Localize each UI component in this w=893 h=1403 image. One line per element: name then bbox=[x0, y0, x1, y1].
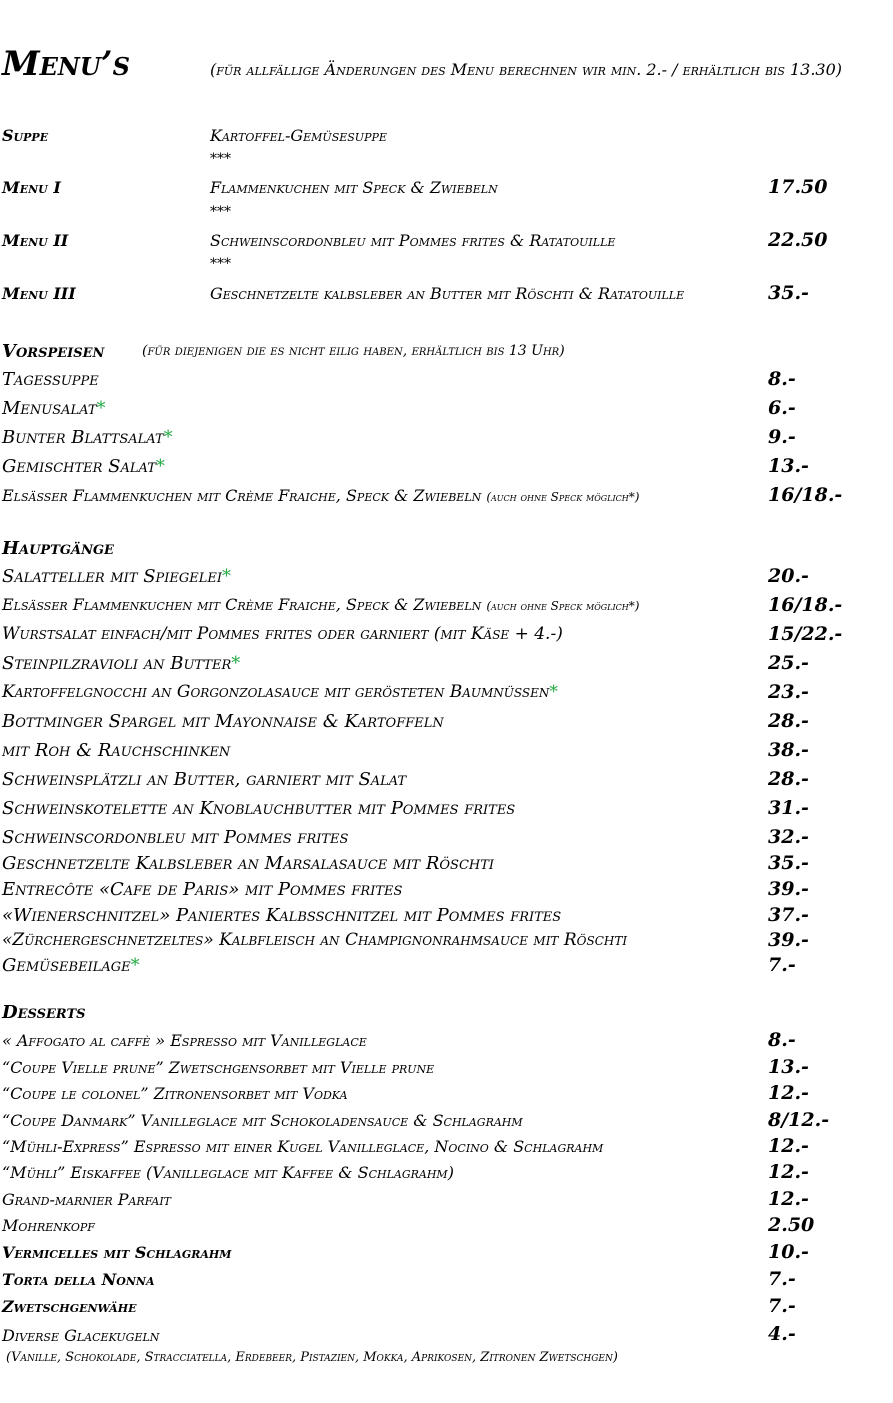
item-name: Entrecôte «Cafe de Paris» mit Pommes frites bbox=[2, 879, 403, 900]
list-item bbox=[2, 827, 348, 848]
menu-dish: Flammenkuchen mit Speck & Zwiebeln bbox=[210, 178, 498, 197]
item-name: Grand-marnier Parfait bbox=[2, 1190, 172, 1209]
menu-separator: *** bbox=[210, 151, 231, 167]
item-price: 38.- bbox=[768, 739, 809, 761]
list-item bbox=[2, 566, 231, 587]
item-price: 35.- bbox=[768, 852, 809, 874]
glace-flavours-note: (Vanille, Schokolade, Stracciatella, Erdebeer, Pistazien, Mokka, Aprikosen, Zitronen Zwetschgen) bbox=[6, 1350, 618, 1365]
item-name: Wurstsalat einfach/mit Pommes frites oder garniert (mit Käse + 4.-) bbox=[2, 624, 563, 644]
list-item bbox=[2, 769, 406, 790]
star-icon: * bbox=[222, 566, 232, 587]
menu-label: Menu I bbox=[2, 178, 61, 197]
item-name: Steinpilzravioli an Butter bbox=[2, 653, 232, 674]
item-name: Gemischter Salat bbox=[2, 456, 156, 477]
menu-separator: *** bbox=[210, 256, 231, 272]
item-name: Vermicelles mit Schlagrahm bbox=[2, 1243, 232, 1262]
item-price: 12.- bbox=[768, 1082, 809, 1104]
item-price: 25.- bbox=[768, 652, 809, 674]
item-price: 15/22.- bbox=[768, 623, 843, 645]
item-price: 20.- bbox=[768, 565, 809, 587]
star-icon: * bbox=[155, 456, 165, 477]
item-name: Tagessuppe bbox=[2, 369, 99, 390]
menu-dish: Kartoffel-Gemüsesuppe bbox=[210, 126, 387, 145]
list-item bbox=[2, 1326, 159, 1345]
item-name: Geschnetzelte Kalbsleber an Marsalasauce mit Röschti bbox=[2, 853, 495, 874]
list-item bbox=[2, 1058, 434, 1077]
item-price: 6.- bbox=[768, 397, 796, 419]
list-item bbox=[2, 1270, 154, 1289]
menu-dish: Schweinscordonbleu mit Pommes frites & Ratatouille bbox=[210, 231, 616, 250]
item-name: Bottminger Spargel mit Mayonnaise & Kartoffeln bbox=[2, 711, 444, 732]
item-name: Zwetschgenwähe bbox=[2, 1297, 137, 1316]
section-title-desserts: Desserts bbox=[2, 1002, 86, 1023]
item-name: Mohrenkopf bbox=[2, 1216, 95, 1235]
item-name: Gemüsebeilage bbox=[2, 955, 131, 976]
item-price: 2.50 bbox=[768, 1214, 815, 1236]
page-title: Menu’s bbox=[2, 44, 130, 84]
list-item bbox=[2, 740, 230, 761]
menu-label: Menu II bbox=[2, 231, 69, 250]
list-item bbox=[2, 427, 173, 448]
item-price: 16/18.- bbox=[768, 594, 843, 616]
item-name: mit Roh & Rauchschinken bbox=[2, 740, 231, 761]
menu-label: Suppe bbox=[2, 126, 49, 145]
list-item bbox=[2, 905, 561, 926]
item-name: Schweinsplätzli an Butter, garniert mit Salat bbox=[2, 769, 407, 790]
item-note: (auch ohne Speck möglich*) bbox=[486, 599, 640, 613]
item-price: 12.- bbox=[768, 1135, 809, 1157]
item-price: 7.- bbox=[768, 1295, 796, 1317]
item-price: 39.- bbox=[768, 878, 809, 900]
list-item bbox=[2, 595, 639, 614]
item-price: 10.- bbox=[768, 1241, 809, 1263]
section-title-vorspeisen: Vorspeisen bbox=[2, 341, 105, 362]
menu-price: 35.- bbox=[768, 282, 809, 304]
item-price: 7.- bbox=[768, 1268, 796, 1290]
list-item bbox=[2, 1031, 367, 1050]
item-name: Torta della Nonna bbox=[2, 1270, 155, 1289]
item-note: (auch ohne Speck möglich*) bbox=[486, 490, 640, 504]
list-item bbox=[2, 1190, 171, 1209]
list-item bbox=[2, 955, 140, 976]
item-price: 12.- bbox=[768, 1161, 809, 1183]
menu-price: 17.50 bbox=[768, 176, 828, 198]
item-price: 28.- bbox=[768, 710, 809, 732]
item-price: 16/18.- bbox=[768, 484, 843, 506]
menu-label: Menu III bbox=[2, 284, 76, 303]
item-price: 4.- bbox=[768, 1323, 796, 1345]
item-name: “Coupe le colonel” Zitronensorbet mit Vodka bbox=[2, 1084, 348, 1103]
list-item bbox=[2, 398, 106, 419]
header-note: (für allfällige Änderungen des Menu berechnen wir min. 2.- / erhältlich bis 13.30) bbox=[210, 60, 843, 79]
item-price: 8/12.- bbox=[768, 1109, 830, 1131]
menu-dish: Geschnetzelte kalbsleber an Butter mit Röschti & Ratatouille bbox=[210, 284, 685, 303]
list-item bbox=[2, 930, 627, 950]
item-name: Schweinscordonbleu mit Pommes frites bbox=[2, 827, 349, 848]
section-title-hauptgaenge: Hauptgänge bbox=[2, 538, 114, 559]
item-name: Bunter Blattsalat bbox=[2, 427, 164, 448]
list-item bbox=[2, 853, 494, 874]
item-name: «Zürchergeschnetzeltes» Kalbfleisch an Champignonrahmsauce mit Röschti bbox=[2, 930, 628, 950]
item-name: Kartoffelgnocchi an Gorgonzolasauce mit gerösteten Baumnüssen bbox=[2, 682, 550, 702]
list-item bbox=[2, 653, 240, 674]
list-item bbox=[2, 1163, 454, 1182]
item-name: “Coupe Danmark” Vanilleglace mit Schokoladensauce & Schlagrahm bbox=[2, 1111, 523, 1130]
item-name: Diverse Glacekugeln bbox=[2, 1326, 160, 1345]
item-name: Menusalat bbox=[2, 398, 97, 419]
item-name: “Mühli-Express” Espresso mit einer Kugel Vanilleglace, Nocino & Schlagrahm bbox=[2, 1137, 604, 1156]
list-item bbox=[2, 682, 558, 702]
item-price: 32.- bbox=[768, 826, 809, 848]
item-price: 13.- bbox=[768, 1056, 809, 1078]
list-item bbox=[2, 1297, 137, 1316]
list-item bbox=[2, 456, 165, 477]
list-item bbox=[2, 369, 99, 390]
item-price: 31.- bbox=[768, 797, 809, 819]
list-item bbox=[2, 879, 402, 900]
list-item bbox=[2, 1243, 231, 1262]
list-item bbox=[2, 486, 639, 505]
item-price: 39.- bbox=[768, 929, 809, 951]
item-name: “Coupe Vielle prune” Zwetschgensorbet mit Vielle prune bbox=[2, 1058, 435, 1077]
list-item bbox=[2, 798, 515, 819]
list-item bbox=[2, 1084, 348, 1103]
item-price: 8.- bbox=[768, 368, 796, 390]
list-item bbox=[2, 1111, 523, 1130]
list-item bbox=[2, 1137, 603, 1156]
list-item bbox=[2, 1216, 95, 1235]
item-price: 23.- bbox=[768, 681, 809, 703]
star-icon: * bbox=[549, 682, 558, 702]
item-name: Elsässer Flammenkuchen mit Crème Fraiche, Speck & Zwiebeln bbox=[2, 486, 482, 505]
list-item bbox=[2, 711, 444, 732]
item-name: « Affogato al caffè » Espresso mit Vanilleglace bbox=[2, 1031, 367, 1050]
item-price: 7.- bbox=[768, 954, 796, 976]
item-name: Salatteller mit Spiegelei bbox=[2, 566, 223, 587]
menu-separator: *** bbox=[210, 204, 231, 220]
star-icon: * bbox=[231, 653, 241, 674]
star-icon: * bbox=[163, 427, 173, 448]
item-price: 13.- bbox=[768, 455, 809, 477]
item-price: 12.- bbox=[768, 1188, 809, 1210]
list-item bbox=[2, 624, 563, 644]
star-icon: * bbox=[96, 398, 106, 419]
vorspeisen-note: (für diejenigen die es nicht eilig haben, erhältlich bis 13 Uhr) bbox=[142, 343, 565, 359]
item-name: Schweinskotelette an Knoblauchbutter mit Pommes frites bbox=[2, 798, 516, 819]
star-icon: * bbox=[130, 955, 140, 976]
item-price: 28.- bbox=[768, 768, 809, 790]
item-price: 37.- bbox=[768, 904, 809, 926]
item-name: Elsässer Flammenkuchen mit Crème Fraiche, Speck & Zwiebeln bbox=[2, 595, 482, 614]
item-name: «Wienerschnitzel» Paniertes Kalbsschnitzel mit Pommes frites bbox=[2, 905, 562, 926]
menu-price: 22.50 bbox=[768, 229, 828, 251]
item-price: 8.- bbox=[768, 1029, 796, 1051]
item-price: 9.- bbox=[768, 426, 796, 448]
item-name: “Mühli” Eiskaffee (Vanilleglace mit Kaffee & Schlagrahm) bbox=[2, 1163, 454, 1182]
